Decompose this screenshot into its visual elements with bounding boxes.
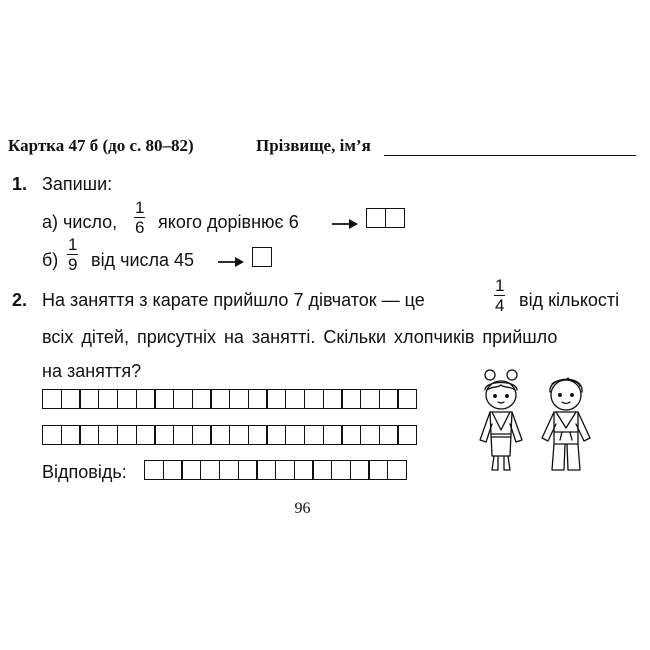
task2-fraction-denominator: 4 (495, 296, 505, 315)
answer-cell[interactable] (294, 460, 314, 480)
grid-cell[interactable] (229, 389, 249, 409)
grid-cell[interactable] (192, 389, 212, 409)
answer-cell[interactable] (331, 460, 351, 480)
grid-cell[interactable] (323, 389, 343, 409)
task1b-fraction-denominator: 9 (68, 255, 78, 274)
task1a-fraction-denominator: 6 (135, 218, 145, 237)
task2-line2: всіх дітей, присутніх на занятті. Скільки хлопчиків прийшло (42, 327, 558, 347)
answer-cell[interactable] (163, 460, 183, 480)
task2-line3: на заняття? (42, 361, 142, 381)
grid-cell[interactable] (173, 425, 193, 445)
grid-cell[interactable] (304, 425, 324, 445)
answer-cell[interactable] (181, 460, 201, 480)
task1a-answer-cells[interactable] (366, 208, 405, 228)
grid-cell[interactable] (42, 425, 62, 445)
grid-cell[interactable] (285, 389, 305, 409)
task1b-fraction-numerator: 1 (68, 235, 78, 254)
grid-cell[interactable] (341, 389, 361, 409)
grid-cell[interactable] (136, 389, 156, 409)
answer-cell[interactable] (350, 460, 370, 480)
task2-line1-before: На заняття з карате прийшло 7 дівчаток — це (42, 290, 425, 310)
grid-cell[interactable] (304, 389, 324, 409)
grid-cell[interactable] (248, 389, 268, 409)
grid-cell[interactable] (79, 389, 99, 409)
name-input-line[interactable] (384, 155, 636, 156)
arrow-right-icon (217, 255, 245, 269)
solution-grid-row-2[interactable] (42, 425, 417, 445)
task1a-fraction-numerator: 1 (135, 198, 145, 217)
grid-cell[interactable] (154, 389, 174, 409)
answer-cell[interactable] (385, 208, 405, 228)
grid-cell[interactable] (379, 425, 399, 445)
answer-cell[interactable] (252, 247, 272, 267)
solution-grid-row-1[interactable] (42, 389, 417, 409)
grid-cell[interactable] (323, 425, 343, 445)
grid-cell[interactable] (154, 425, 174, 445)
grid-cell[interactable] (79, 425, 99, 445)
task2-line1-after: від кількості (519, 290, 620, 310)
grid-cell[interactable] (210, 425, 230, 445)
task1-instruction: Запиши: (42, 174, 113, 194)
task2-number: 2. (12, 290, 28, 310)
task1b-prefix: б) (42, 250, 59, 270)
task1b-fraction (67, 236, 78, 273)
grid-cell[interactable] (266, 389, 286, 409)
answer-cell[interactable] (144, 460, 164, 480)
grid-cell[interactable] (266, 425, 286, 445)
answer-cells[interactable] (144, 460, 407, 480)
answer-cell[interactable] (256, 460, 276, 480)
grid-cell[interactable] (98, 389, 118, 409)
grid-cell[interactable] (248, 425, 268, 445)
grid-cell[interactable] (397, 389, 417, 409)
task1b-answer-cells[interactable] (252, 247, 272, 267)
grid-cell[interactable] (98, 425, 118, 445)
grid-cell[interactable] (42, 389, 62, 409)
grid-cell[interactable] (61, 425, 81, 445)
task2-fraction (494, 277, 505, 314)
grid-cell[interactable] (192, 425, 212, 445)
grid-cell[interactable] (117, 425, 137, 445)
answer-cell[interactable] (387, 460, 407, 480)
task1a-prefix: а) число, (42, 212, 118, 232)
answer-cell[interactable] (368, 460, 388, 480)
grid-cell[interactable] (341, 425, 361, 445)
arrow-right-icon (331, 217, 359, 231)
answer-cell[interactable] (219, 460, 239, 480)
grid-cell[interactable] (360, 425, 380, 445)
card-title: Картка 47 б (до с. 80–82) (8, 136, 194, 155)
task1b-suffix: від числа 45 (91, 250, 195, 270)
answer-cell[interactable] (366, 208, 386, 228)
grid-cell[interactable] (397, 425, 417, 445)
grid-cell[interactable] (210, 389, 230, 409)
task1a-suffix: якого дорівнює 6 (158, 212, 299, 232)
answer-cell[interactable] (275, 460, 295, 480)
boy-figure-icon (542, 378, 590, 470)
answer-cell[interactable] (312, 460, 332, 480)
grid-cell[interactable] (379, 389, 399, 409)
page-number: 96 (294, 500, 311, 517)
grid-cell[interactable] (136, 425, 156, 445)
girl-figure-icon (480, 370, 522, 470)
answer-label: Відповідь: (42, 462, 127, 482)
task1a-fraction (134, 199, 145, 236)
answer-cell[interactable] (238, 460, 258, 480)
grid-cell[interactable] (285, 425, 305, 445)
karate-kids-illustration (470, 368, 620, 486)
grid-cell[interactable] (173, 389, 193, 409)
grid-cell[interactable] (117, 389, 137, 409)
grid-cell[interactable] (360, 389, 380, 409)
answer-cell[interactable] (200, 460, 220, 480)
grid-cell[interactable] (229, 425, 249, 445)
grid-cell[interactable] (61, 389, 81, 409)
name-label: Прізвище, ім’я (256, 136, 371, 155)
task1-number: 1. (12, 174, 28, 194)
task2-fraction-numerator: 1 (495, 276, 505, 295)
